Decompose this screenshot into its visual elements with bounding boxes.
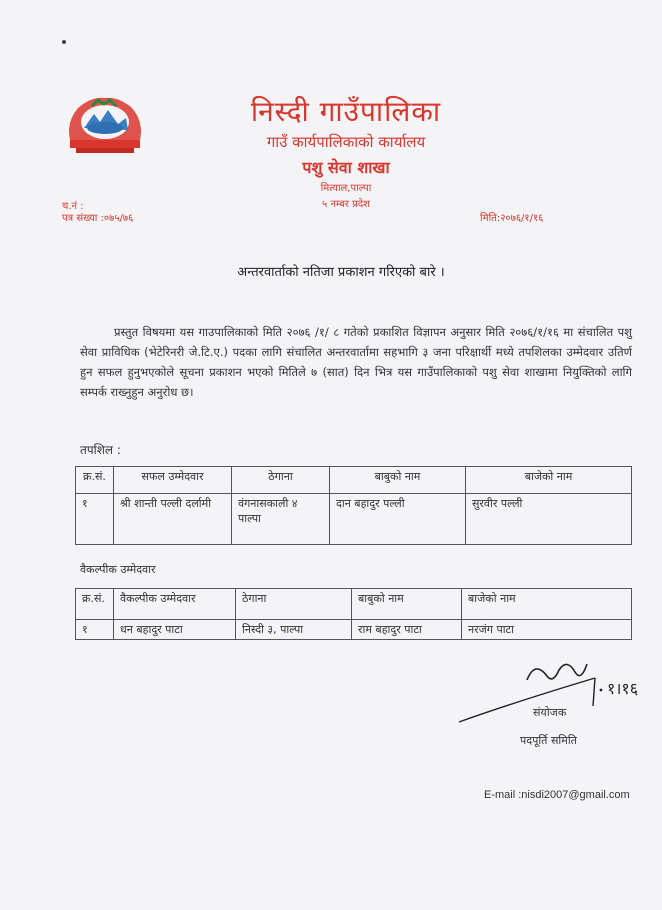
table-header-row bbox=[76, 589, 632, 620]
letter-date: मिति:२०७६/१/१६ bbox=[480, 213, 544, 224]
table-cell: राम बहादुर पाटा bbox=[352, 620, 462, 640]
alternate-label: वैकल्पीक उम्मेदवार bbox=[80, 563, 156, 576]
table-row bbox=[76, 620, 632, 640]
col-header: ठेगाना bbox=[236, 589, 352, 620]
org-name: निस्दी गाउँपालिका bbox=[250, 95, 442, 128]
selected-candidates-table bbox=[75, 466, 632, 545]
committee-name: पदपूर्ति समिति bbox=[520, 734, 577, 747]
table-cell: १ bbox=[76, 620, 114, 640]
table-cell: श्री शान्ती पल्ली दर्लामी bbox=[114, 494, 232, 545]
email-address: E-mail :nisdi2007@gmail.com bbox=[484, 789, 630, 801]
handwritten-date: १।१६ bbox=[607, 679, 639, 698]
table-cell: दान बहादुर पल्ली bbox=[330, 494, 466, 545]
col-header: बाजेको नाम bbox=[462, 589, 632, 620]
table-row bbox=[76, 494, 632, 545]
col-header: क्र.सं. bbox=[76, 589, 114, 620]
col-header: वैकल्पीक उम्मेदवार bbox=[114, 589, 236, 620]
province: ५ नम्बर प्रदेश bbox=[322, 199, 370, 210]
branch-name: पशु सेवा शाखा bbox=[302, 158, 390, 177]
table-cell: निस्दी ३, पाल्पा bbox=[236, 620, 352, 640]
col-header: सफल उम्मेदवार bbox=[114, 467, 232, 494]
col-header: बाजेको नाम bbox=[466, 467, 632, 494]
coordinator-title: संयोजक bbox=[533, 706, 567, 719]
alternate-candidates-table bbox=[75, 588, 632, 640]
table-cell: सुरवीर पल्ली bbox=[466, 494, 632, 545]
tapashil-label: तपशिल : bbox=[80, 443, 121, 457]
office-name: गाउँ कार्यपालिकाको कार्यालय bbox=[266, 133, 426, 151]
table-cell: वंगनासकाली ४ पाल्पा bbox=[232, 494, 330, 545]
body-paragraph: प्रस्तुत विषयमा यस गाउपालिकाको मिति २०७६ /१/ ८ गतेको प्रकाशित विज्ञापन अनुसार मिति २०७६/१/१६ मा संचालित पशु सेवा प्राविधिक (भेटेरिनरी जे.टि.ए.) पदका लागि संचालित अन्तरवार्तामा सहभागि ३ जना परिक्षार्थी मध्ये तपशिलका उम्मेदवार उतिर्ण हुन सफल हुनुभएकोले सूचना प्रकाशन भएको मितिले ७ (सात) दिन भित्र यस गाउँपालिकाको पशु सेवा शाखामा नियुक्तिको लागि सम्पर्क राख्नुहुन अनुरोध छ। bbox=[80, 325, 632, 399]
col-header: बाबुको नाम bbox=[330, 467, 466, 494]
location: मित्याल,पाल्पा bbox=[320, 183, 372, 194]
table-header-row bbox=[76, 467, 632, 494]
cha-na: च.नं : bbox=[62, 201, 84, 212]
subject-line: अन्तरवार्ताको नतिजा प्रकाशन गरिएको बारे । bbox=[237, 265, 445, 280]
speck bbox=[62, 40, 66, 44]
patra-sankhya: पत्र संख्या :०७५/७६ bbox=[62, 213, 134, 224]
col-header: बाबुको नाम bbox=[352, 589, 462, 620]
col-header: ठेगाना bbox=[232, 467, 330, 494]
table-cell: १ bbox=[76, 494, 114, 545]
table-cell: नरजंग पाटा bbox=[462, 620, 632, 640]
col-header: क्र.सं. bbox=[76, 467, 114, 494]
table-cell: धन बहादुर पाटा bbox=[114, 620, 236, 640]
